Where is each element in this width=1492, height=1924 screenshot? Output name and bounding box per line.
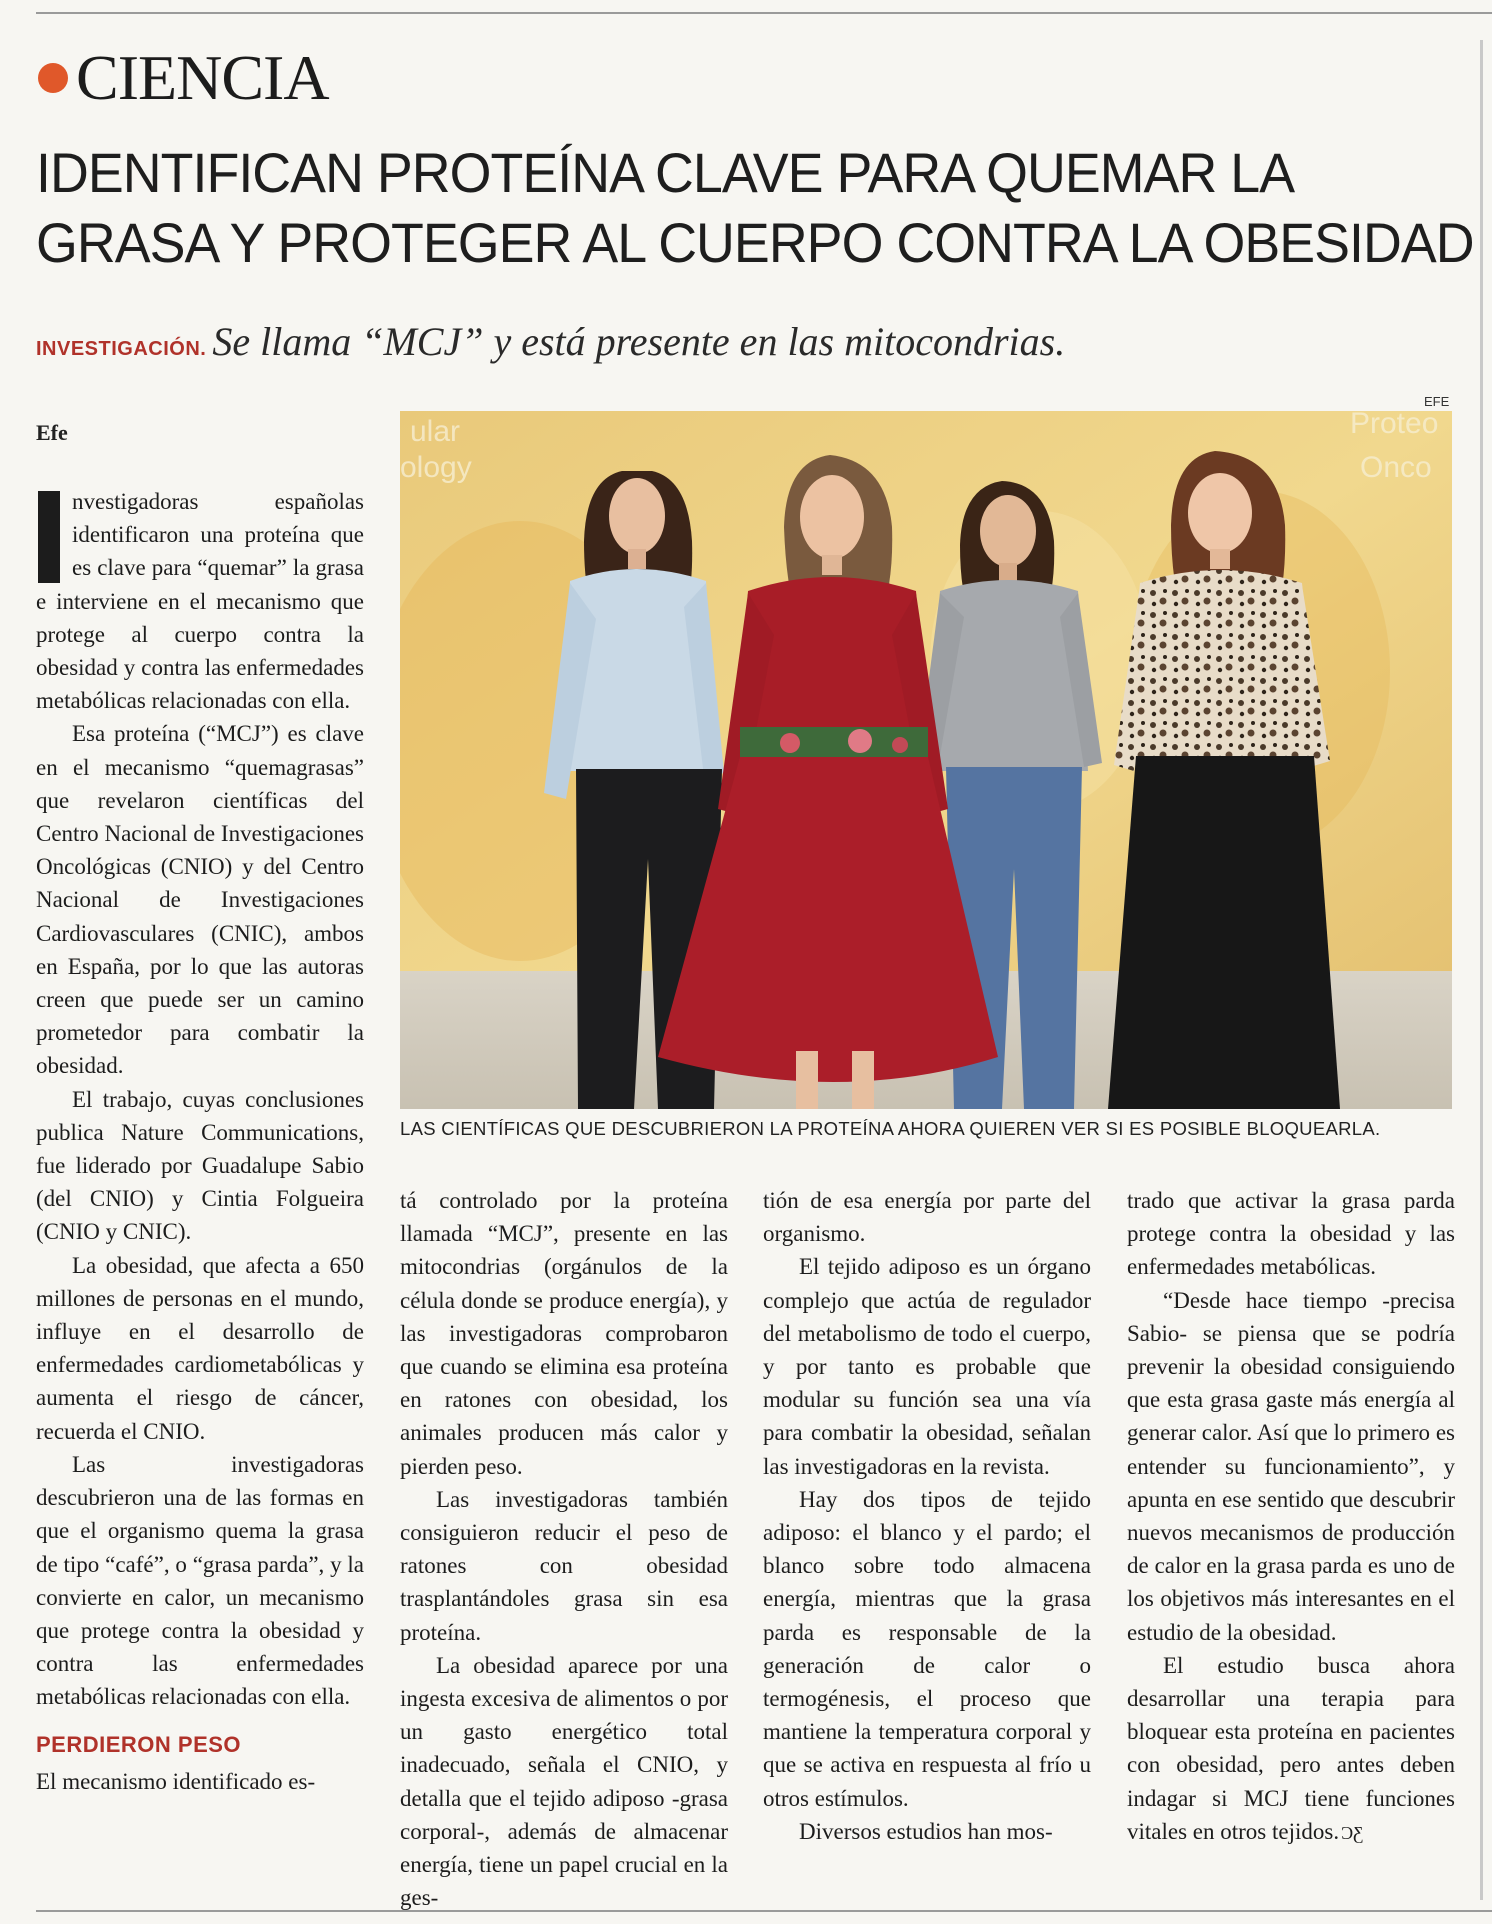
wall-text-4: Onco — [1360, 451, 1432, 484]
wall-text-3: Proteo — [1350, 411, 1439, 440]
photo-illustration — [400, 411, 1452, 1109]
paragraph: La obesidad aparece por una ingesta excesiva de alimentos o por un gasto energético total inadecuado, señala el CNIO, y detalla que el tejido adiposo -grasa corporal-, además de almacenar energía, tiene un papel crucial en la ges- — [400, 1652, 728, 1911]
news-photo — [400, 411, 1452, 1109]
paragraph: tá controlado por la proteína llamada “MCJ”, presente en las mitocondrias (orgánulos de la célula donde se produce energía), y las investigadoras comprobaron que cuando se elimina esa proteína en ratones con obesidad, los animales producen más calor y pierden peso. — [400, 1188, 728, 1479]
headline-line-2: GRASA Y PROTEGER AL CUERPO CONTRA LA OBESIDAD — [36, 211, 1474, 274]
paragraph-text: El estudio busca ahora desarrollar una terapia para bloquear esta proteína en pacientes con obesidad, pero antes deben indagar si MCJ tiene funciones vitales en otros tejidos. — [1127, 1652, 1455, 1844]
column-3 — [763, 1184, 1091, 1848]
wall-text-2: ology — [400, 451, 472, 484]
kicker: INVESTIGACIÓN. — [36, 338, 207, 360]
column-2 — [400, 1184, 728, 1914]
paragraph: Hay dos tipos de tejido adiposo: el blanco y el pardo; el blanco sobre todo almacena energía, mientras que la grasa parda es responsable de la generación de calor o termogénesis, el proceso que mantiene la temperatura corporal y que se activa en respuesta al frío u otros estímulos. — [763, 1486, 1091, 1811]
paragraph: El mecanismo identificado es- — [36, 1768, 316, 1794]
section-label: CIENCIA — [76, 42, 329, 113]
adjacent-page-edge — [1480, 40, 1483, 1900]
byline: Efe — [36, 420, 68, 445]
paragraph: “Desde hace tiempo -precisa Sabio- se piensa que se podría prevenir la obesidad consiguiendo que esta grasa gaste más energía al generar calor. Así que lo primero es entender su funcionamiento”, y apunta en ese sentido que descubrir nuevos mecanismos de producción de calor en la grasa parda es uno de los objetivos más interesantes en el estudio de la obesidad. — [1127, 1287, 1455, 1645]
photo-credit: EFE — [1424, 394, 1450, 409]
wall-text-1: ular — [410, 415, 461, 448]
column-1 — [36, 485, 364, 1798]
paragraph: tión de esa energía por parte del organismo. — [763, 1188, 1091, 1247]
paragraph — [36, 485, 364, 717]
paragraph-text: nvestigadoras españolas identificaron una proteína que es clave para “quemar” la grasa e interviene en el mecanismo que protege al cuerpo contra la obesidad y contra las enfermedades metabólicas relacionadas con ella. — [36, 489, 364, 714]
paragraph: Las investigadoras también consiguieron reducir el peso de ratones con obesidad trasplantándoles grasa sin esa proteína. — [400, 1486, 728, 1645]
drop-cap-i — [38, 491, 60, 583]
column-4 — [1127, 1184, 1455, 1850]
paragraph — [1127, 1649, 1455, 1850]
end-mark-icon: ƆƸ — [1341, 1822, 1363, 1843]
paragraph: Diversos estudios han mos- — [799, 1818, 1053, 1844]
bottom-rule — [36, 1910, 1492, 1912]
headline — [36, 138, 1474, 278]
paragraph: trado que activar la grasa parda protege contra la obesidad y las enfermedades metabólicas. — [1127, 1188, 1455, 1280]
paragraph: El trabajo, cuyas conclusiones publica Nature Communications, fue liderado por Guadalupe Sabio (del CNIO) y Cintia Folgueira (CNIO y CNIC). — [36, 1086, 364, 1245]
paragraph: La obesidad, que afecta a 650 millones de personas en el mundo, influye en el desarrollo de enfermedades cardiometabólicas y aumenta el riesgo de cáncer, recuerda el CNIO. — [36, 1252, 364, 1444]
subhead — [36, 318, 1065, 365]
photo-caption: LAS CIENTÍFICAS QUE DESCUBRIERON LA PROTEÍNA AHORA QUIEREN VER SI ES POSIBLE BLOQUEARLA. — [400, 1118, 1381, 1139]
section-subtitle: PERDIERON PESO — [36, 1731, 242, 1757]
deck: Se llama “MCJ” y está presente en las mitocondrias. — [212, 319, 1066, 364]
paragraph: Esa proteína (“MCJ”) es clave en el mecanismo “quemagrasas” que revelaron científicas del Centro Nacional de Investigaciones Oncológicas (CNIO) y del Centro Nacional de Investigaciones Cardiovasculares (CNIC), ambos en España, por lo que las autoras creen que puede ser un camino prometedor para combatir la obesidad. — [36, 721, 364, 1079]
section-header — [38, 38, 329, 118]
paragraph: El tejido adiposo es un órgano complejo que actúa de regulador del metabolismo de todo el cuerpo, y por tanto es probable que modular su función sea una vía para combatir la obesidad, señalan las investigadoras en la revista. — [763, 1254, 1091, 1479]
headline-line-1: IDENTIFICAN PROTEÍNA CLAVE PARA QUEMAR LA — [36, 141, 1295, 204]
paragraph: Las investigadoras descubrieron una de las formas en que el organismo quema la grasa de tipo “café”, o “grasa parda”, y la convierte en calor, un mecanismo que protege contra la obesidad y contra las enfermedades metabólicas relacionadas con ella. — [36, 1451, 364, 1710]
top-rule — [36, 12, 1492, 14]
section-dot-icon — [38, 63, 68, 93]
